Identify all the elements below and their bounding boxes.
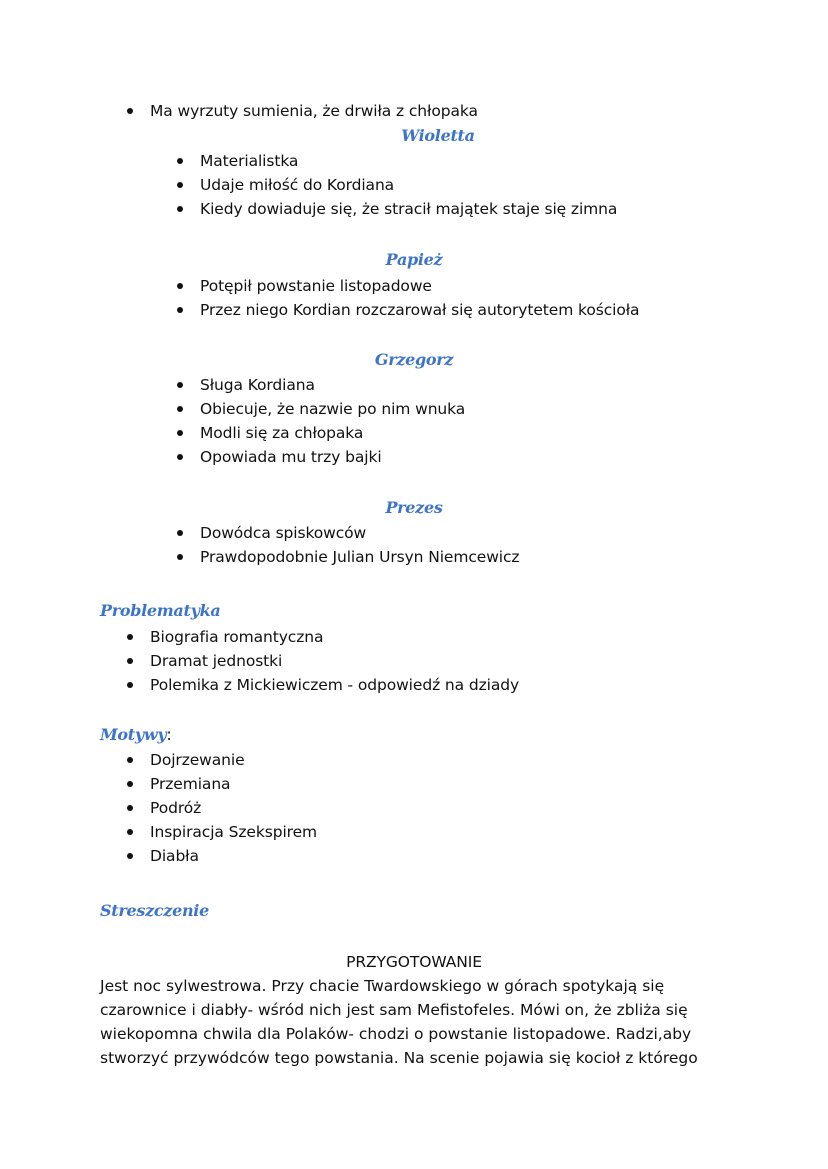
- bullet-icon: [127, 682, 133, 688]
- list-item: Obiecuje, że nazwie po nim wnuka: [200, 400, 466, 418]
- bullet-icon: [177, 182, 183, 188]
- bullet-icon: [177, 158, 183, 164]
- list-item: Dojrzewanie: [150, 751, 245, 769]
- bullet-icon: [177, 382, 183, 388]
- bullet-icon: [177, 406, 183, 412]
- list-item: Przemiana: [150, 775, 231, 793]
- section-heading-problematyka: Problematyka: [100, 601, 221, 620]
- bullet-icon: [177, 454, 183, 460]
- bullet-icon: [127, 757, 133, 763]
- motywy-colon: :: [166, 725, 172, 744]
- summary-line: czarownice i diabły- wśród nich jest sam Mefistofeles. Mówi on, że zbliża się: [100, 1001, 688, 1019]
- list-item: Biografia romantyczna: [150, 628, 324, 646]
- bullet-icon: [127, 634, 133, 640]
- list-item: Przez niego Kordian rozczarował się autorytetem kościoła: [200, 301, 640, 319]
- list-item: Dramat jednostki: [150, 652, 283, 670]
- list-item: Kiedy dowiaduje się, że stracił majątek staje się zimna: [200, 200, 618, 218]
- bullet-icon: [177, 430, 183, 436]
- list-item: Opowiada mu trzy bajki: [200, 448, 382, 466]
- list-item: Polemika z Mickiewiczem - odpowiedź na dziady: [150, 676, 520, 694]
- list-item: Inspiracja Szekspirem: [150, 823, 318, 841]
- summary-line: wiekopomna chwila dla Polaków- chodzi o powstanie listopadowe. Radzi,aby: [100, 1025, 692, 1043]
- list-item: Diabła: [150, 847, 199, 865]
- motywy-label: Motywy: [100, 725, 167, 744]
- summary-line: Jest noc sylwestrowa. Przy chacie Twardowskiego w górach spotykają się: [100, 977, 665, 995]
- list-item: Potępił powstanie listopadowe: [200, 277, 432, 295]
- bullet-icon: [127, 108, 133, 114]
- character-heading-wioletta: Wioletta: [401, 126, 475, 145]
- list-item: Podróż: [150, 799, 202, 817]
- section-heading-motywy: [100, 723, 171, 747]
- list-item: Sługa Kordiana: [200, 376, 315, 394]
- summary-line: stworzyć przywódców tego powstania. Na scenie pojawia się kocioł z którego: [100, 1049, 698, 1067]
- bullet-icon: [127, 853, 133, 859]
- section-heading-streszczenie: Streszczenie: [100, 901, 209, 920]
- subheading-przygotowanie: PRZYGOTOWANIE: [346, 953, 482, 971]
- character-heading-papiez: Papież: [385, 250, 443, 269]
- bullet-icon: [127, 829, 133, 835]
- bullet-icon: [127, 805, 133, 811]
- character-heading-grzegorz: Grzegorz: [374, 350, 454, 369]
- list-item: Dowódca spiskowców: [200, 524, 367, 542]
- bullet-icon: [127, 781, 133, 787]
- bullet-icon: [177, 530, 183, 536]
- bullet-icon: [177, 554, 183, 560]
- bullet-icon: [177, 307, 183, 313]
- bullet-icon: [177, 206, 183, 212]
- character-heading-prezes: Prezes: [385, 498, 443, 517]
- bullet-icon: [177, 283, 183, 289]
- list-item: Prawdopodobnie Julian Ursyn Niemcewicz: [200, 548, 520, 566]
- list-item: Ma wyrzuty sumienia, że drwiła z chłopaka: [150, 102, 478, 120]
- list-item: Udaje miłość do Kordiana: [200, 176, 395, 194]
- list-item: Materialistka: [200, 152, 299, 170]
- bullet-icon: [127, 658, 133, 664]
- list-item: Modli się za chłopaka: [200, 424, 364, 442]
